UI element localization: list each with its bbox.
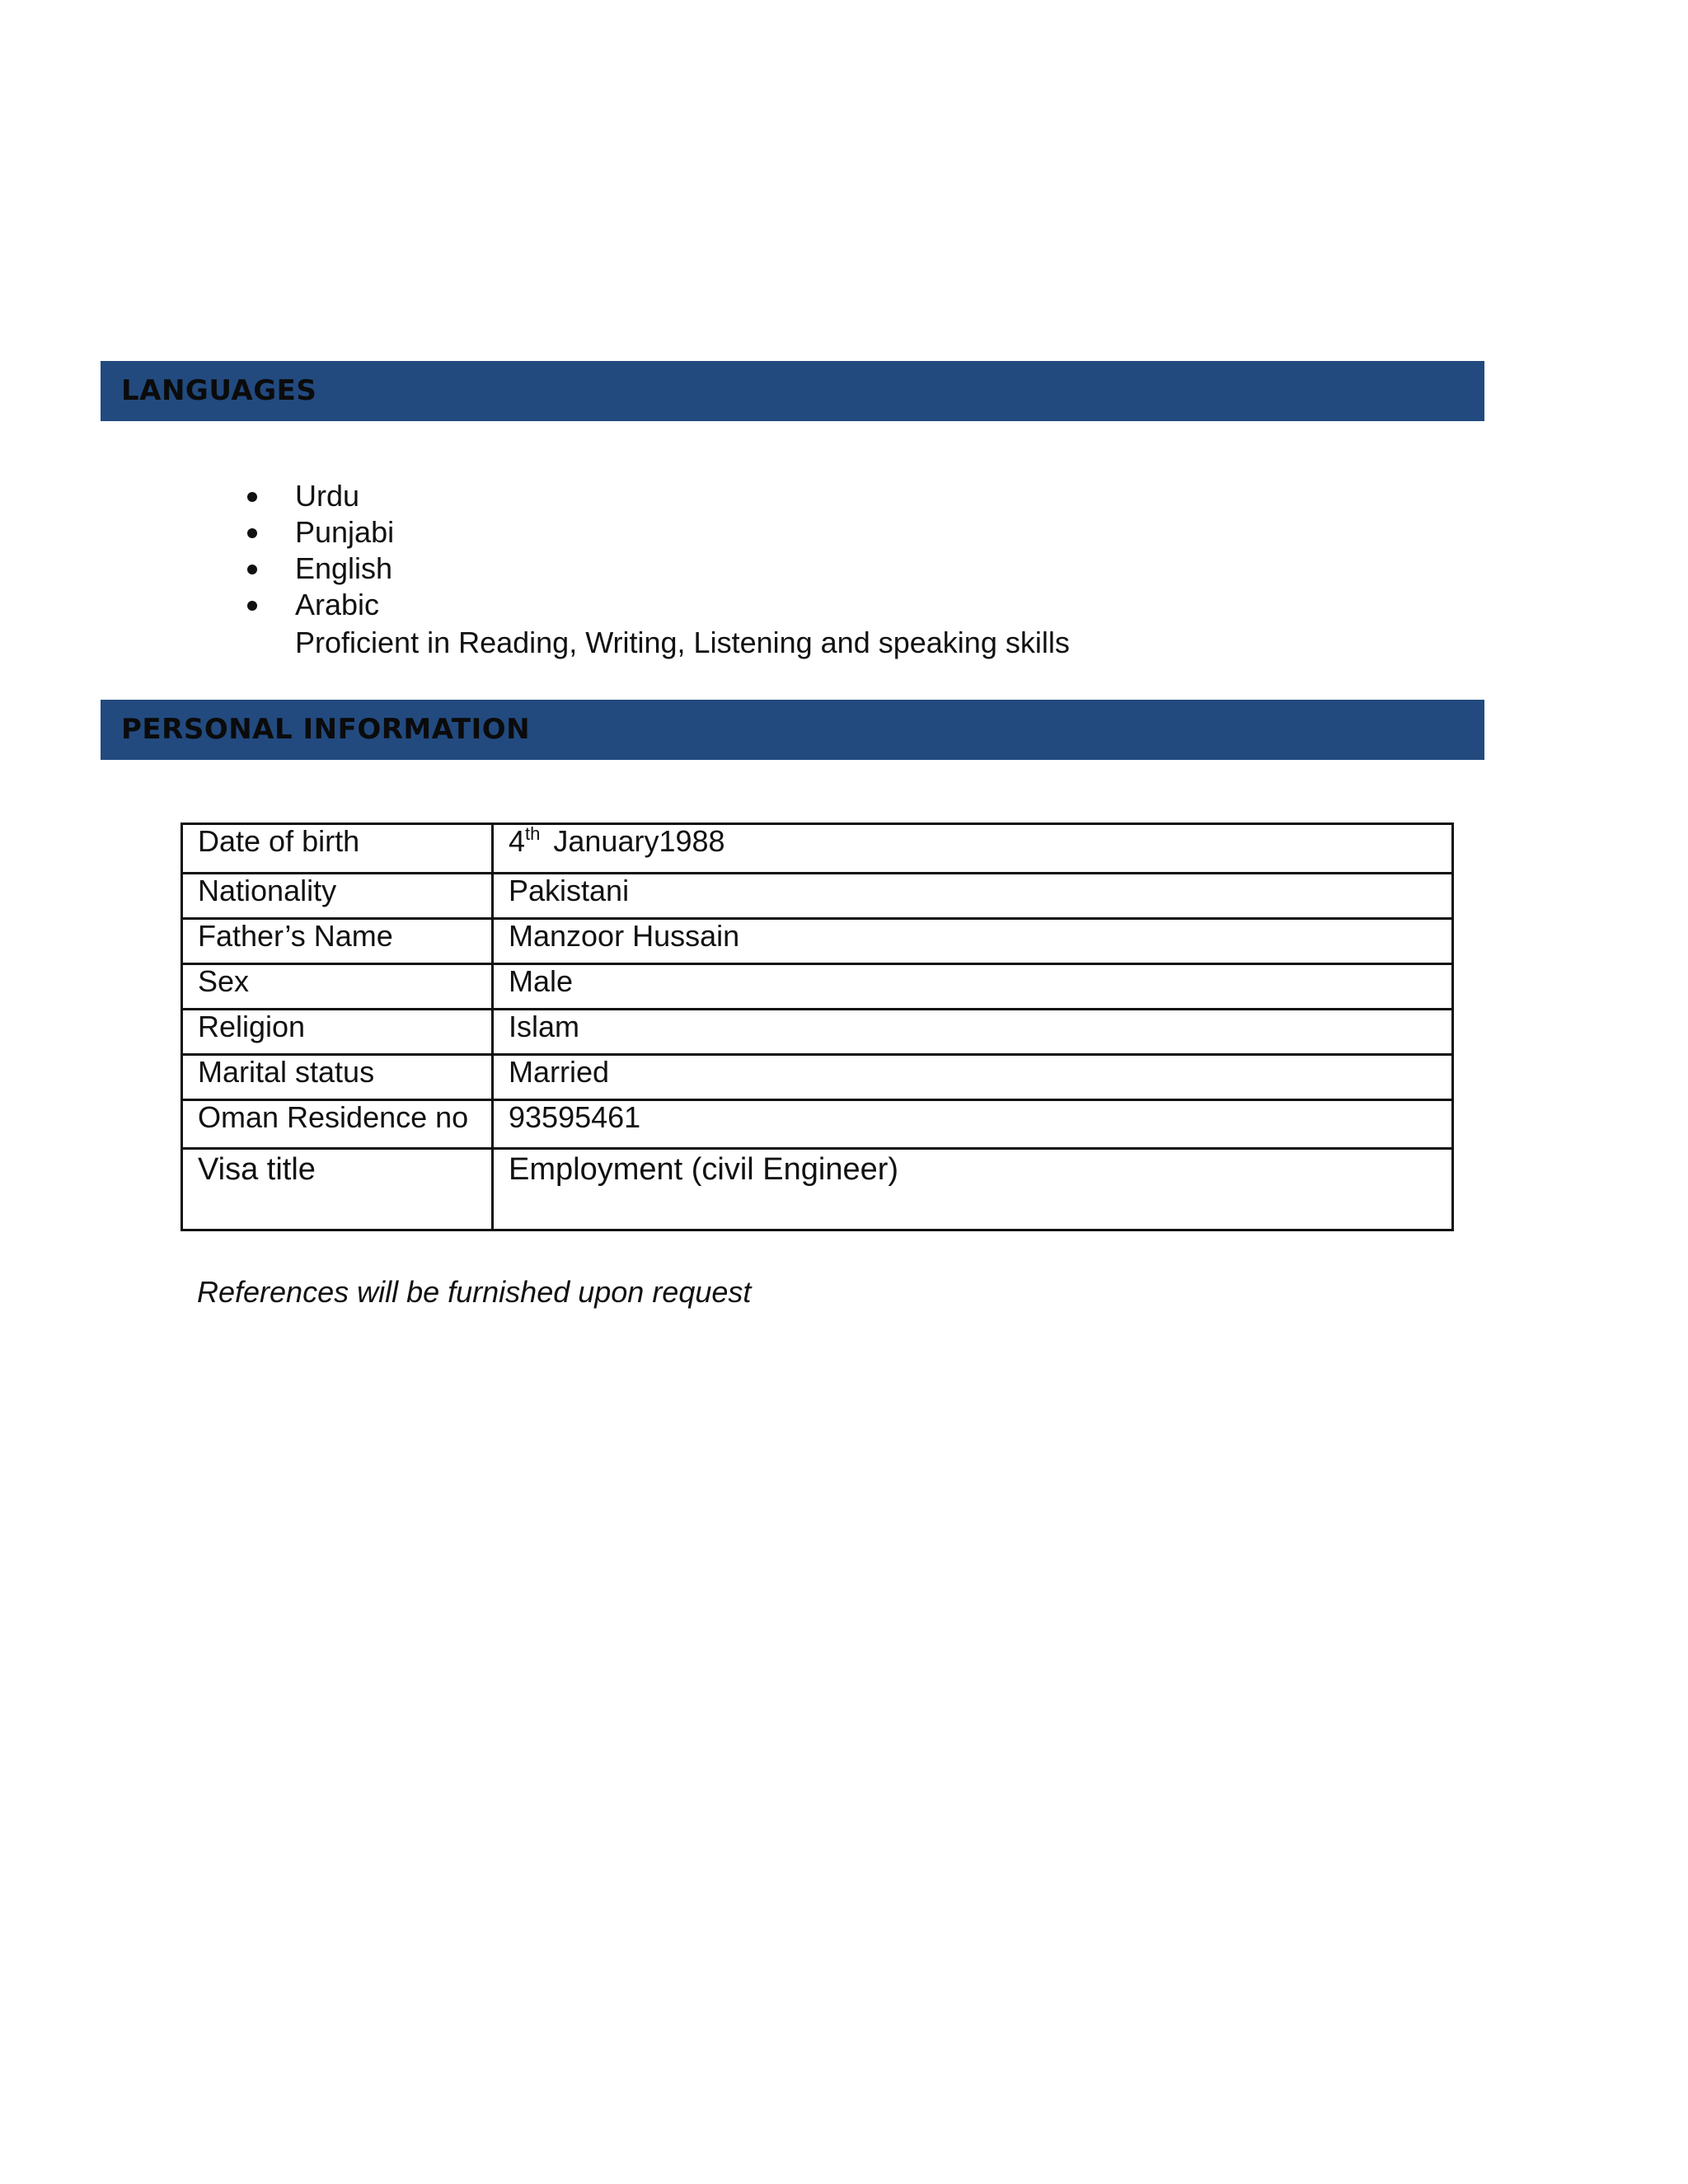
list-item xyxy=(231,514,394,551)
table-row xyxy=(182,919,1453,964)
table-row xyxy=(182,874,1453,919)
table-row xyxy=(182,1055,1453,1100)
list-item xyxy=(231,478,394,514)
row-value: Employment (civil Engineer) xyxy=(493,1149,1453,1230)
bullet-icon xyxy=(247,601,257,611)
references-note: References will be furnished upon request xyxy=(197,1275,752,1309)
personal-info-section-title: PERSONAL INFORMATION xyxy=(121,713,531,746)
table-row xyxy=(182,964,1453,1010)
personal-info-section-header xyxy=(101,700,1484,760)
row-value: 93595461 xyxy=(493,1100,1453,1149)
list-item xyxy=(231,551,394,587)
birth-month-year: January1988 xyxy=(553,824,725,858)
bullet-icon xyxy=(247,565,257,574)
row-label: Sex xyxy=(182,964,493,1010)
row-label: Father’s Name xyxy=(182,919,493,964)
birth-day: 4 xyxy=(509,824,526,858)
row-value: Manzoor Hussain xyxy=(493,919,1453,964)
language-label: Arabic xyxy=(295,588,380,621)
table-row xyxy=(182,1100,1453,1149)
row-value xyxy=(493,824,1453,874)
languages-section-title: LANGUAGES xyxy=(121,374,317,407)
personal-info-table xyxy=(181,823,1454,1231)
ordinal-suffix: th xyxy=(525,823,541,844)
table-row xyxy=(182,1010,1453,1055)
row-label: Date of birth xyxy=(182,824,493,874)
row-label: Marital status xyxy=(182,1055,493,1100)
row-label: Visa title xyxy=(182,1149,493,1230)
row-value: Pakistani xyxy=(493,874,1453,919)
languages-section-header xyxy=(101,361,1484,421)
language-label: Punjabi xyxy=(295,515,395,549)
row-label: Oman Residence no xyxy=(182,1100,493,1149)
table-row xyxy=(182,824,1453,874)
row-label: Religion xyxy=(182,1010,493,1055)
bullet-icon xyxy=(247,528,257,538)
row-label: Nationality xyxy=(182,874,493,919)
list-item xyxy=(231,587,394,623)
row-value: Male xyxy=(493,964,1453,1010)
language-label: Urdu xyxy=(295,479,360,513)
table-row xyxy=(182,1149,1453,1230)
language-label: English xyxy=(295,551,393,585)
row-value: Married xyxy=(493,1055,1453,1100)
bullet-icon xyxy=(247,492,257,502)
languages-list xyxy=(231,478,394,623)
row-value: Islam xyxy=(493,1010,1453,1055)
languages-proficiency-note: Proficient in Reading, Writing, Listening and speaking skills xyxy=(295,626,1070,659)
